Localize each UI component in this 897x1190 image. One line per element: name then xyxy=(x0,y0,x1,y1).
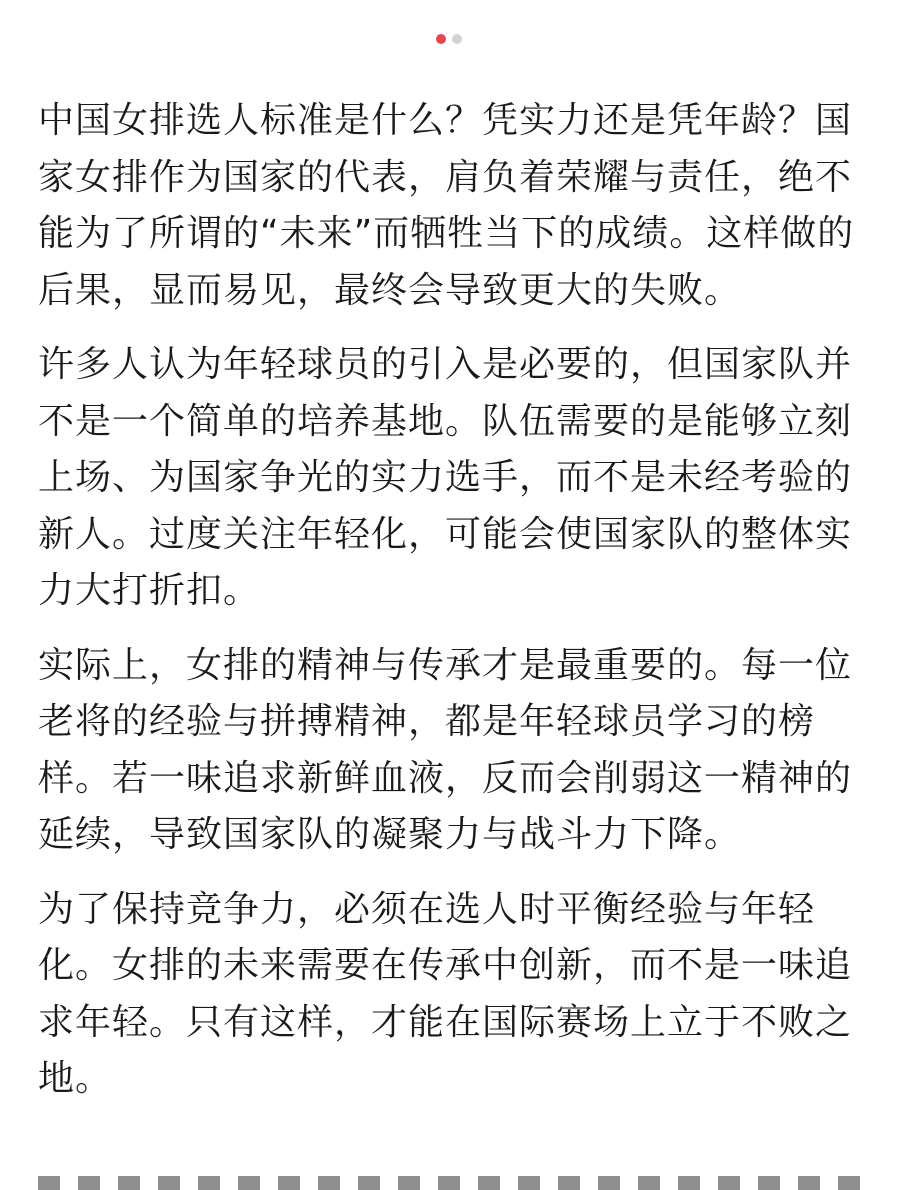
page-dot-active[interactable] xyxy=(436,34,446,44)
article-text xyxy=(38,93,860,1126)
page-dot[interactable] xyxy=(452,34,462,44)
paragraph: 实际上，女排的精神与传承才是最重要的。每一位老将的经验与拼搏精神，都是年轻球员学习的榜样。若一味追求新鲜血液，反而会削弱这一精神的延续，导致国家队的凝聚力与战斗力下降。 xyxy=(38,644,853,855)
paragraph: 中国女排选人标准是什么？凭实力还是凭年龄？国家女排作为国家的代表，肩负着荣耀与责任，绝不能为了所谓的“未来”而牺牲当下的成绩。这样做的后果，显而易见，最终会导致更大的失败。 xyxy=(38,100,855,311)
cut-off-text-line xyxy=(38,1176,860,1190)
page-indicator[interactable] xyxy=(0,34,897,44)
paragraph: 为了保持竞争力，必须在选人时平衡经验与年轻化。女排的未来需要在传承中创新，而不是一味追求年轻。只有这样，才能在国际赛场上立于不败之地。 xyxy=(38,888,853,1099)
paragraph: 许多人认为年轻球员的引入是必要的，但国家队并不是一个简单的培养基地。队伍需要的是能够立刻上场、为国家争光的实力选手，而不是未经考验的新人。过度关注年轻化，可能会使国家队的整体实力大打折扣。 xyxy=(38,344,853,611)
